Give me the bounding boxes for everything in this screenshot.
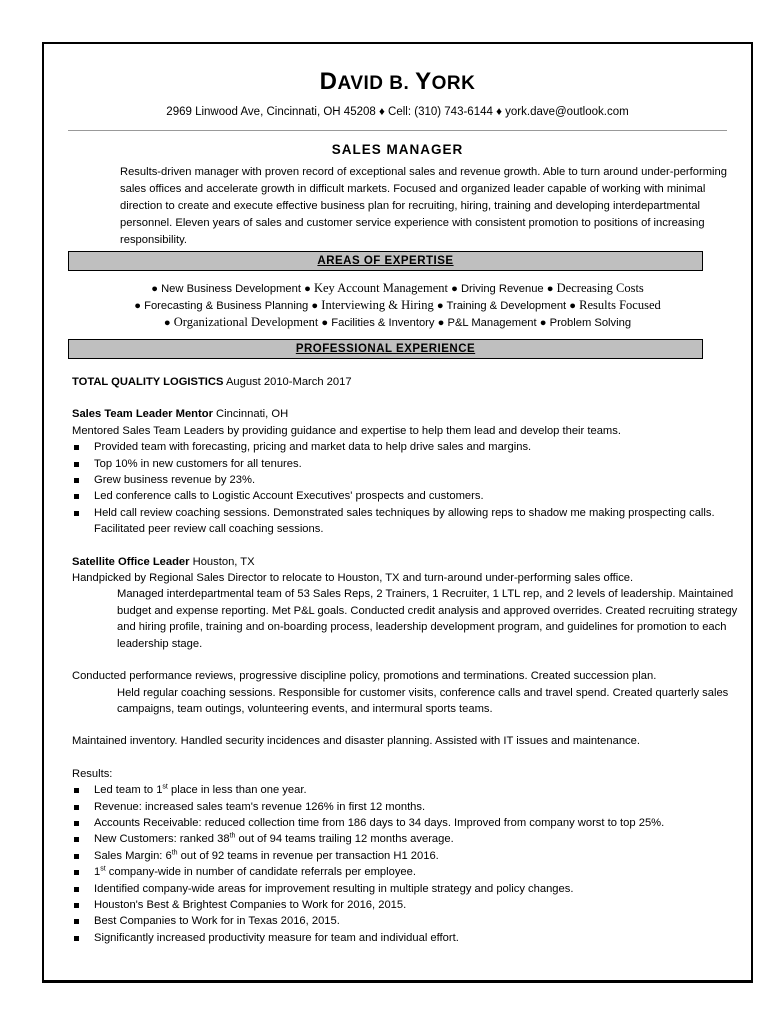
role-paragraph: Maintained inventory. Handled security incidences and disaster planning. Assisted with IT issues and maintenance. xyxy=(72,735,640,748)
contact-info: 2969 Linwood Ave, Cincinnati, OH 45208 ♦ Cell: (310) 743-6144 ♦ york.dave@outlook.com xyxy=(166,106,629,118)
list-item: Grew business revenue by 23%. xyxy=(72,472,743,488)
list-item: Identified company-wide areas for improvement resulting in multiple strategy and policy changes. xyxy=(72,881,743,897)
list-item: Accounts Receivable: reduced collection time from 186 days to 34 days. Improved from company worst to top 25%. xyxy=(72,815,743,831)
list-item: Provided team with forecasting, pricing and market data to help drive sales and margins. xyxy=(72,439,743,455)
list-item: Led team to 1st place in less than one year. xyxy=(72,782,743,798)
list-item: Led conference calls to Logistic Account Executives' prospects and customers. xyxy=(72,488,743,504)
experience-body xyxy=(72,374,743,946)
list-item: Sales Margin: 6th out of 92 teams in revenue per transaction H1 2016. xyxy=(72,848,743,864)
list-item: Top 10% in new customers for all tenures. xyxy=(72,456,743,472)
list-item: 1st company-wide in number of candidate referrals per employee. xyxy=(72,864,743,880)
results-label: Results: xyxy=(72,767,113,780)
role-heading: Satellite Office Leader Houston, TX xyxy=(72,555,255,568)
summary: Results-driven manager with proven record of exceptional sales and revenue growth. Able to turn around under-performing sales offices and accelerate growth in difficult markets. Focused and organized leader capable of working with minimal direction to create and execute effective business plan for recruiting, hiring, training and developing interdepartmental personnel. Eleven years of sales and customer service experience with consistent promotion to positions of increasing responsibility. xyxy=(120,166,727,246)
resume-page xyxy=(42,42,753,983)
role-heading: Sales Team Leader Mentor Cincinnati, OH xyxy=(72,408,289,421)
skills-list xyxy=(44,280,751,331)
list-item: Best Companies to Work for in Texas 2016, 2015. xyxy=(72,913,743,929)
candidate-name: DAVID B. YORK xyxy=(319,68,476,95)
skills-line-2: ● Forecasting & Business Planning ● Interviewing & Hiring ● Training & Development ● Results Focused xyxy=(134,298,661,312)
role-paragraph: Held regular coaching sessions. Responsible for customer visits, conference calls and travel spend. Created quarterly sales campaigns, team outings, volunteering events, and intermural sports teams. xyxy=(117,686,729,715)
job-title: SALES MANAGER xyxy=(331,142,464,157)
role-description: Mentored Sales Team Leaders by providing guidance and expertise to help them lead and develop their teams. xyxy=(72,424,621,437)
list-item: Held call review coaching sessions. Demonstrated sales techniques by allowing reps to shadow me making prospecting calls. Facilitated peer review call coaching sessions. xyxy=(72,505,743,538)
skills-line-1: ● New Business Development ● Key Account Management ● Driving Revenue ● Decreasing Costs xyxy=(151,281,644,295)
list-item: New Customers: ranked 38th out of 94 teams trailing 12 months average. xyxy=(72,831,743,847)
skills-line-3: ● Organizational Development ● Facilities & Inventory ● P&L Management ● Problem Solving xyxy=(163,315,632,329)
role-paragraph: Handpicked by Regional Sales Director to relocate to Houston, TX and turn-around under-performing sales office. xyxy=(72,572,634,585)
results-bullets xyxy=(72,782,743,946)
company-line: TOTAL QUALITY LOGISTICS August 2010-March 2017 xyxy=(72,376,352,388)
list-item: Houston's Best & Brightest Companies to Work for 2016, 2015. xyxy=(72,897,743,913)
role-paragraph: Managed interdepartmental team of 53 Sales Reps, 2 Trainers, 1 Recruiter, 1 LTL rep, and 2 levels of leadership. Maintained budget and expense reporting. Met P&L goals. Conducted credit analysis and approved overrides. Created recruiting strategy and hiring profile, training and on-boarding process, leadership development program, and guidelines for promotion to each leadership stage. xyxy=(117,588,738,650)
role-paragraph: Conducted performance reviews, progressive discipline policy, promotions and terminations. Created succession plan. xyxy=(72,670,657,683)
header-divider xyxy=(68,130,727,131)
section-header-experience: PROFESSIONAL EXPERIENCE xyxy=(68,339,703,359)
list-item: Revenue: increased sales team's revenue 126% in first 12 months. xyxy=(72,799,743,815)
section-header-expertise: AREAS OF EXPERTISE xyxy=(68,251,703,271)
list-item: Significantly increased productivity measure for team and individual effort. xyxy=(72,930,743,946)
role-bullets xyxy=(72,439,743,537)
